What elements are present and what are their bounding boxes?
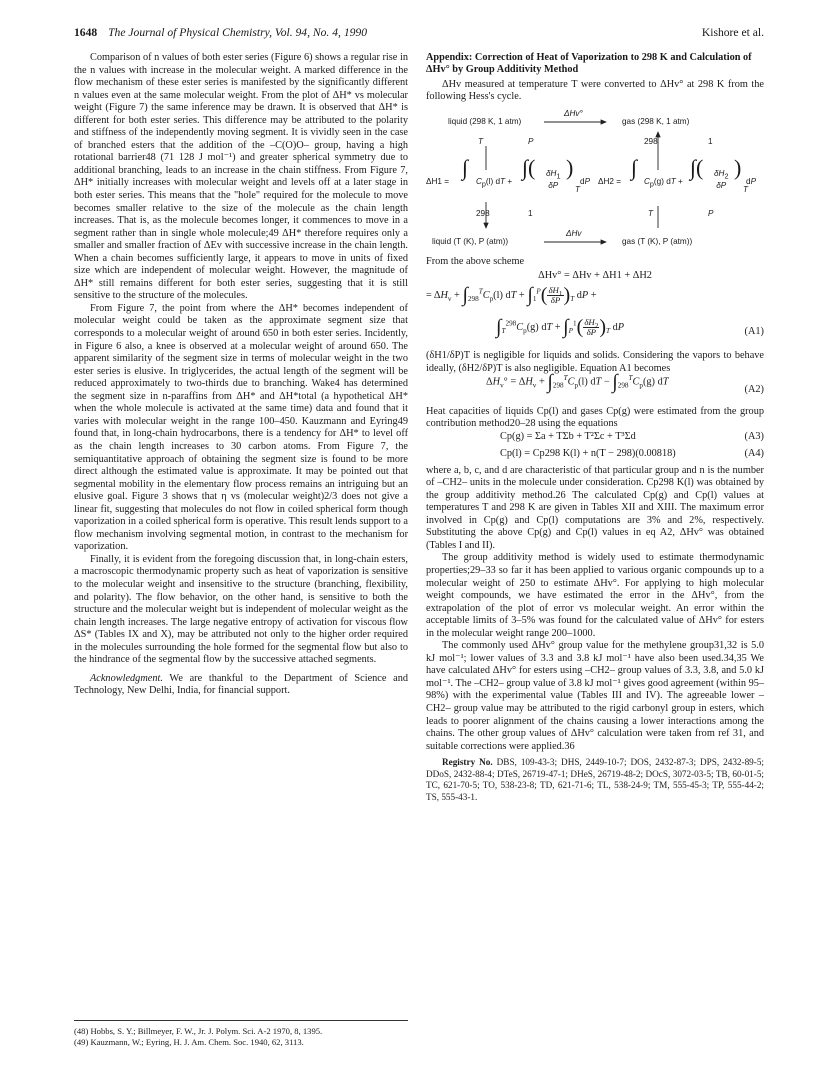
body-paragraph: The group additivity method is widely used to estimate thermodynamic properties;29–33 so far it has been applied to various organic compounds up to a molecular weight of 250 to estimate ΔHv°. For applying to high molecular weight compounds, we have estimated the error in the ΔHv°, from the extrapolation of the plot of error vs molecular weight. An error within the acceptable limits of 3–5% was found for the calculated value of ΔHv° for esters in the molecular weight range 200–1000. [426, 552, 764, 639]
left-column [74, 52, 408, 698]
scheme-dhv: ΔHv [566, 228, 582, 238]
body-paragraph: where a, b, c, and d are characteristic of that particular group and n is the number of –CH2– units in the molecule under consideration. Cp298 K(l) was obtained by the group additivity method.26 The calculated Cp(g) and Cp(l) values at temperatures T and 298 K are given in Tables XII and XIII. The maximum error involved in Cp(g) and Cp(l) computations are 3% and 2%, respectively. Substituting the above Cp(g) and Cp(l) values in eq A2, ΔHv° was obtained (Tables I and II). [426, 464, 764, 551]
scheme-gas-T: gas (T (K), P (atm)) [622, 236, 693, 246]
registry-text: DBS, 109-43-3; DHS, 2449-10-7; DOS, 2432-87-3; DPS, 2432-89-5; DDoS, 2432-88-4; DTeS, 26719-47-1; DHeS, 26719-48-2; DOcS, 3072-03-5; TB, 60-01-5; TC, 621-70-5; TO, 538-23-8; TD, 621-71-6; TL, 538-24-9; TM, 555-45-3; TP, 555-44-2; TS, 555-43-1. [426, 757, 764, 802]
appendix-intro: ΔHv measured at temperature T were converted to ΔHv° at 298 K from the following Hess's cycle. [426, 78, 764, 103]
page-header [74, 26, 764, 44]
equation-a3-number: (A3) [744, 430, 764, 442]
body-paragraph: Finally, it is evident from the foregoing discussion that, in long-chain esters, a macroscopic thermodynamic property such as heat of vaporization is sensitive to the molecular weight and insensitive to the structure (branching, flexibility, and polarity). The flow behavior, on the other hand, is sensitive to both the structure and the molecular weight but is independent of molecular weight as the chain length increases. The large negative entropy of activation for viscous flow ΔS* (Tables IX and X), may be attributed not only to the higher order required in the molecules surrounding the hole formed for the segmental flow but also to the hindrance of the segmental flow by the successive attached segments. [74, 553, 408, 666]
after-a1-text: (δH1/δP)T is negligible for liquids and solids. Considering the vapors to behave ideally, (δH2/δP)T is also negligible. Equation A1 becomes [426, 350, 764, 374]
footnote-rule [74, 1020, 408, 1021]
scheme-dhv-standard: ΔHv° [564, 108, 583, 118]
registry-label: Registry No. [442, 757, 493, 768]
acknowledgment [74, 673, 408, 698]
scheme-liquid-298: liquid (298 K, 1 atm) [448, 116, 522, 126]
equation-a4-number: (A4) [744, 447, 764, 459]
scheme-gas-298: gas (298 K, 1 atm) [622, 116, 690, 126]
page-number: 1648 [74, 26, 98, 39]
equation-a1-top: ΔHv° = ΔHv + ΔH1 + ΔH2 [538, 270, 652, 282]
equation-a2-number: (A2) [744, 383, 764, 395]
scheme-liquid-T: liquid (T (K), P (atm)) [432, 236, 509, 246]
from-scheme-text: From the above scheme [426, 255, 525, 267]
appendix-title: Appendix: Correction of Heat of Vaporization to 298 K and Calculation of ΔHv° by Group Additivity Method [426, 52, 752, 76]
journal-citation: The Journal of Physical Chemistry, Vol. 94, No. 4, 1990 [108, 26, 368, 39]
registry-numbers [426, 757, 764, 803]
body-paragraph: The commonly used ΔHv° group value for the methylene group31,32 is 5.0 kJ mol⁻¹; lower values of 3.3 and 3.8 kJ mol⁻¹ have also been used.34,35 We have calculated ΔHv° for esters using –CH2– group values of 3.3, 3.8, and 5.0 kJ mol⁻¹. The –CH2– group value of 3.8 kJ mol⁻¹ gives good agreement (within 95–98%) with the experimental value (Tables III and IV). The agreeable lower –CH2– group value may be attributed to the rigid carbonyl group in esters, which leads to poorer alignment of the chains causing a lower interactions among the chains. The other group values of ΔHv° calculation were taken from ref 31, and suitable corrections were applied.36 [426, 640, 765, 752]
reference-49: (49) Kauzmann, W.; Eyring, H. J. Am. Chem. Soc. 1940, 62, 3113. [74, 1036, 304, 1047]
equation-a2: $\Delta H_v^\circ = \Delta H_v + \int_{298}^TC_p(l)$ dT − $\int_{298}^TC_p(g)$ dT (A2) [486, 370, 764, 395]
body-paragraph: From Figure 7, the point from where the ΔH* becomes independent of molecular weight could be taken as the approximate segment size that corresponds to a molecular weight of around 650 in both ester series. Incidently, in Figure 6 also, a knee is observed at a molecular weight of around 650. The apparent similarity of the segment size in terms of molecular weight in the two ester series is elusive. In triglycerides, the actual length of the segment will be reduced approximately to two-thirds due to branching. Wake4 has determined the segment size in n-paraffins from ΔH* and ΔH*total (a hypothetical ΔH* when the whole molecule is activated at the same time) data and found that it varies with molecular weight in the range 100–450. Kauzmann and Eyring49 found that, in long-chain hydrocarbons, there is a tendency for ΔH* to level off as the chain length increases to 30 carbon atoms. From Figure 7, the semiquantitative approach of obtaining the segment size is found to be more direct although the estimated value is approximate. It may be pointed out that segmental mobility in the elementary flow process remains an intriguing but an elusive goal. Figure 3 shows that η vs (molecular weight)2/3 does not give a linear fit, suggesting that molecules do not flow in coiled spherical form though vaporization in a coiled spherical form is operative. This result lends support to a flow mechanism involving segmental motion, in contrast to the mechanism for vaporization. [74, 302, 408, 553]
scheme-dh1-label: ΔH1 = [426, 176, 449, 186]
body-paragraph: Comparison of n values of both ester series (Figure 6) shows a regular rise in the n values with increase in the molecular weight. A marked difference in the flow mechanism of these ester series is manifested by the significantly different n values even at the same molecular weight. From the plot of ΔH* vs molecular weight (Figure 7) the same inference may be drawn. It is observed that ΔH* is different for both ester series. This difference may be attributed to the polarity and stiffness of the independently moving segment. It is vividly seen in the case of branched esters that the addition of the –C(O)O– group, having a high rotational barrier48 (71 128 J mol⁻¹) and greater spherical symmetry due to additional branching, leads to an increase in the chain stiffness. From Figure 7, ΔH* initially increases with molecular weight and levels off at a later stage in both ester series. This means that the "hole" required for the molecule to move becomes smaller relative to the size of the molecule as the chain length increases. That is, as the molecule becomes longer, it commences to move in a segment rather than in single whole molecule;49 ΔH* therefore requires only a smaller and smaller fraction of ΔEv with successive increase in the chain length. When a chain becomes sufficiently large, it appears to move in units of fixed size which are independent of molecular weight. However, the magnitude of ΔH* still remains different for both ester series, suggesting that it is still sensitive to the structure of the molecules. [74, 52, 408, 302]
equation-a1-line2: $\int_T^{298}C_p(g)$ dT + $\int_P^1$( $\frac{\delta H_2}{\delta P})_T$ dP (A1) [496, 316, 764, 339]
footnote-references [74, 1026, 408, 1047]
right-column [426, 52, 764, 803]
heat-capacity-text: Heat capacities of liquids Cp(l) and gases Cp(g) were estimated from the group contribution method20–28 using the equations [426, 405, 764, 430]
running-authors: Kishore et al. [701, 26, 764, 39]
acknowledgment-label: Acknowledgment. [90, 672, 163, 684]
equation-a4: Cp(l) = Cp298 K(l) + n(T − 298)(0.00818) (A4) [500, 447, 764, 459]
equation-a1-number: (A1) [744, 326, 764, 338]
equation-a1-line1: = $\Delta H_v + \int_{298}^TC_p(l)$ dT + $\int_1^P$( $\frac{\delta H_1}{\delta P})_T$ dP + [426, 284, 597, 307]
equation-a3: Cp(g) = Σa + TΣb + T²Σc + T³Σd (A3) [500, 430, 764, 442]
reference-48: (48) Hobbs, S. Y.; Billmeyer, F. W., Jr. J. Polym. Sci. A-2 1970, 8, 1395. [74, 1026, 323, 1036]
scheme-dh2-label: ΔH2 = [598, 176, 621, 186]
acknowledgment-text: We are thankful to the Department of Science and Technology, New Delhi, India, for financial support. [74, 672, 408, 697]
hess-cycle-scheme: liquid (298 K, 1 atm) ΔHv° gas (298 K, 1 atm) T P 298 1 ΔH1 = ∫ $C_p(l)$ dT + ∫( $\delta H_1$ δP ) T dP ΔH2 = ∫ $C_p(g)$ dT + ∫( $\delta H_2$ δP ) T dP 298 1 T P liquid (T (K), P (atm)) ΔHv gas (T (K), P (atm)) [426, 110, 764, 252]
